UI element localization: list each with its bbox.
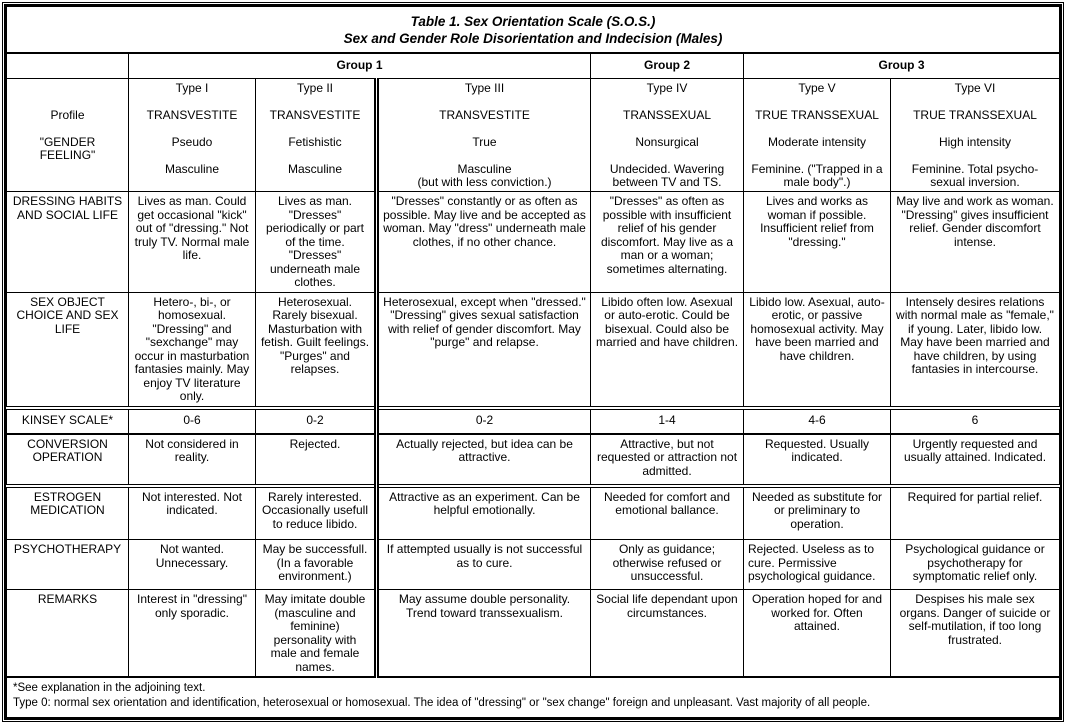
group-header-row: [7, 53, 1060, 79]
row-label-estrogen-medication: ESTROGEN MEDICATION: [7, 486, 129, 540]
cell-remarks-type5: Operation hoped for and worked for. Often attained.: [744, 590, 891, 678]
cell-sexobj-type2: Heterosexual. Rarely bisexual. Masturbation with fetish. Guilt feelings. "Purges" and relapses.: [256, 292, 377, 408]
cell-sexobj-type3: Heterosexual, except when "dressed." "Dressing" gives sexual satisfaction with relief of gender discomfort. May "purge" and relapse.: [377, 292, 591, 408]
cell-sexobj-type5: Libido low. Asexual, auto-erotic, or passive homosexual activity. May have been married and have children.: [744, 292, 891, 408]
type-6-name: Type VI: [954, 81, 996, 95]
sex-object-row: [7, 292, 1060, 408]
type-3-name: Type III: [464, 81, 505, 95]
cell-sexobj-type1: Hetero-, bi-, or homosexual. "Dressing" and "sexchange" may occur in masturbation fantasies mainly. May enjoy TV literature only.: [129, 292, 256, 408]
row-label-psychotherapy: PSYCHOTHERAPY: [7, 540, 129, 590]
title-row: [7, 7, 1060, 53]
psychotherapy-row: [7, 540, 1060, 590]
footnote-line2: Type 0: normal sex orientation and identification, heterosexual or homosexual. The idea of "dressing" or "sex change" foreign and unpleasant. Vast majority of all people.: [13, 697, 871, 709]
cell-estrogen-type3: Attractive as an experiment. Can be helpful emotionally.: [377, 486, 591, 540]
footnote-cell: [7, 677, 1060, 717]
cell-kinsey-type6: 6: [891, 408, 1060, 434]
row-label-conversion-operation: CONVERSION OPERATION: [7, 434, 129, 486]
cell-conversion-type5: Requested. Usually indicated.: [744, 434, 891, 486]
type-header-row: [7, 79, 1060, 192]
type-4-gender: Undecided. Wavering between TV and TS.: [609, 162, 725, 189]
type-6-header: [891, 79, 1060, 192]
cell-kinsey-type4: 1-4: [591, 408, 744, 434]
type-3-category: TRANSVESTITE: [439, 108, 530, 122]
type-5-subtype: Moderate intensity: [767, 135, 867, 149]
cell-dressing-type4: "Dresses" as often as possible with insufficient relief of his gender discomfort. May live as a man or a woman; sometimes alternating.: [591, 192, 744, 293]
cell-psychotherapy-type5: Rejected. Useless as to cure. Permissive psychological guidance.: [744, 540, 891, 590]
group-1-header: Group 1: [129, 53, 591, 79]
type-2-name: Type II: [296, 81, 334, 95]
type-2-header: [256, 79, 377, 192]
cell-psychotherapy-type2: May be successfull. (In a favorable environment.): [256, 540, 377, 590]
type-4-name: Type IV: [646, 81, 688, 95]
cell-conversion-type6: Urgently requested and usually attained. Indicated.: [891, 434, 1060, 486]
cell-kinsey-type2: 0-2: [256, 408, 377, 434]
sos-table: [6, 6, 1060, 718]
cell-estrogen-type4: Needed for comfort and emotional ballance.: [591, 486, 744, 540]
conversion-operation-row: [7, 434, 1060, 486]
cell-conversion-type2: Rejected.: [256, 434, 377, 486]
cell-sexobj-type4: Libido often low. Asexual or auto-erotic. Could be bisexual. Could also be married and have children.: [591, 292, 744, 408]
type-3-subtype: True: [472, 135, 497, 149]
row-label-remarks: REMARKS: [7, 590, 129, 678]
corner-cell: [7, 53, 129, 79]
type-4-category: TRANSSEXUAL: [622, 108, 712, 122]
group-2-header: Group 2: [591, 53, 744, 79]
cell-conversion-type3: Actually rejected, but idea can be attractive.: [377, 434, 591, 486]
estrogen-medication-row: [7, 486, 1060, 540]
dressing-habits-row: [7, 192, 1060, 293]
cell-psychotherapy-type3: If attempted usually is not successful as to cure.: [377, 540, 591, 590]
gender-feeling-label: "GENDER FEELING": [39, 135, 96, 162]
row-label-sex-object: SEX OBJECT CHOICE AND SEX LIFE: [7, 292, 129, 408]
cell-remarks-type3: May assume double personality. Trend toward transsexualism.: [377, 590, 591, 678]
cell-estrogen-type2: Rarely interested. Occasionally usefull to reduce libido.: [256, 486, 377, 540]
cell-remarks-type2: May imitate double (masculine and feminine) personality with male and female names.: [256, 590, 377, 678]
cell-estrogen-type6: Required for partial relief.: [891, 486, 1060, 540]
cell-dressing-type1: Lives as man. Could get occasional "kick" out of "dressing." Not truly TV. Normal male life.: [129, 192, 256, 293]
type-3-gender: Masculine: [457, 162, 512, 176]
type-1-name: Type I: [175, 81, 209, 95]
table-title: [7, 7, 1060, 53]
cell-estrogen-type1: Not interested. Not indicated.: [129, 486, 256, 540]
cell-remarks-type4: Social life dependant upon circumstances.: [591, 590, 744, 678]
profile-label-cell: [7, 79, 129, 192]
type-2-gender: Masculine: [287, 162, 343, 176]
cell-kinsey-type1: 0-6: [129, 408, 256, 434]
cell-estrogen-type5: Needed as substitute for or preliminary to operation.: [744, 486, 891, 540]
type-5-category: TRUE TRANSSEXUAL: [755, 108, 879, 122]
row-label-kinsey-scale: KINSEY SCALE*: [7, 408, 129, 434]
cell-remarks-type6: Despises his male sex organs. Danger of suicide or self-mutilation, if too long frustrated.: [891, 590, 1060, 678]
cell-psychotherapy-type4: Only as guidance; otherwise refused or unsuccessful.: [591, 540, 744, 590]
profile-label: Profile: [50, 108, 85, 122]
row-label-dressing-habits: DRESSING HABITS AND SOCIAL LIFE: [7, 192, 129, 293]
remarks-row: [7, 590, 1060, 678]
cell-dressing-type2: Lives as man. "Dresses" periodically or part of the time. "Dresses" underneath male clothes.: [256, 192, 377, 293]
cell-remarks-type1: Interest in "dressing" only sporadic.: [129, 590, 256, 678]
table-title-line2: Sex and Gender Role Disorientation and Indecision (Males): [343, 31, 723, 47]
type-4-subtype: Nonsurgical: [635, 135, 699, 149]
type-1-category: TRANSVESTITE: [146, 108, 238, 122]
type-4-header: [591, 79, 744, 192]
footnote-line1: *See explanation in the adjoining text.: [13, 682, 206, 694]
cell-conversion-type1: Not considered in reality.: [129, 434, 256, 486]
type-5-gender: Feminine. ("Trapped in a male body".): [751, 162, 883, 189]
group-3-header: Group 3: [744, 53, 1060, 79]
cell-dressing-type6: May live and work as woman. "Dressing" gives insufficient relief. Gender discomfort intense.: [891, 192, 1060, 293]
table-title-line1: Table 1. Sex Orientation Scale (S.O.S.): [410, 14, 656, 30]
footnote-row: [7, 677, 1060, 717]
type-6-gender: Feminine. Total psycho-sexual inversion.: [911, 162, 1039, 189]
table-frame: [4, 4, 1062, 720]
type-3-note: (but with less conviction.): [417, 175, 552, 189]
type-5-name: Type V: [798, 81, 836, 95]
cell-kinsey-type5: 4-6: [744, 408, 891, 434]
kinsey-scale-row: [7, 408, 1060, 434]
type-2-subtype: Fetishistic: [288, 135, 342, 149]
cell-kinsey-type3: 0-2: [377, 408, 591, 434]
type-6-subtype: High intensity: [938, 135, 1012, 149]
type-6-category: TRUE TRANSSEXUAL: [913, 108, 1037, 122]
cell-dressing-type3: "Dresses" constantly or as often as possible. May live and be accepted as woman. May "dress" underneath male clothes, if no other chance.: [377, 192, 591, 293]
cell-dressing-type5: Lives and works as woman if possible. Insufficient relief from "dressing.": [744, 192, 891, 293]
type-2-category: TRANSVESTITE: [269, 108, 361, 122]
cell-psychotherapy-type1: Not wanted. Unnecessary.: [129, 540, 256, 590]
type-1-header: [129, 79, 256, 192]
cell-psychotherapy-type6: Psychological guidance or psychotherapy for symptomatic relief only.: [891, 540, 1060, 590]
cell-conversion-type4: Attractive, but not requested or attraction not admitted.: [591, 434, 744, 486]
type-1-subtype: Pseudo: [171, 135, 213, 149]
type-1-gender: Masculine: [164, 162, 220, 176]
type-5-header: [744, 79, 891, 192]
cell-sexobj-type6: Intensely desires relations with normal male as "female," if young. Later, libido low. May have been married and have children, by using fantasies in intercourse.: [891, 292, 1060, 408]
type-3-header: [377, 79, 591, 192]
